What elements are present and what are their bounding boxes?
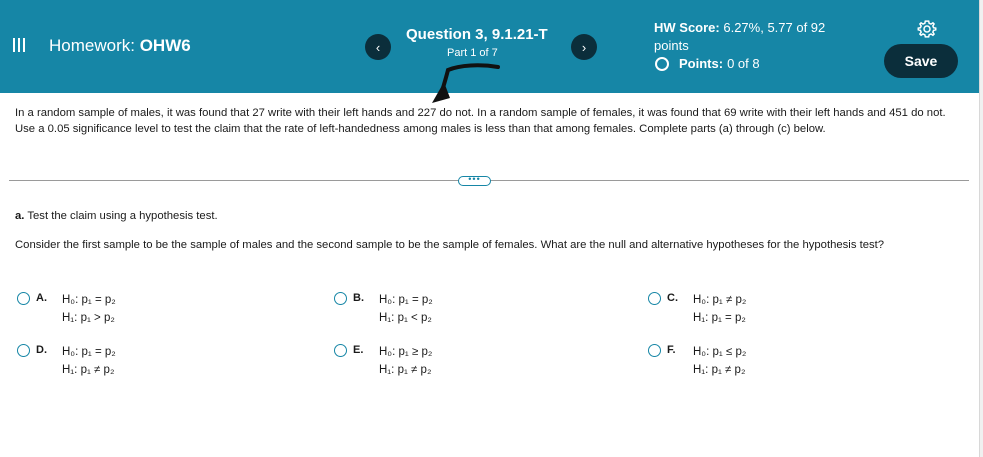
part-label: Part 1 of 7 (447, 47, 498, 59)
homework-title (49, 36, 191, 56)
radio-button[interactable] (648, 292, 661, 305)
alternative-hypothesis: H₁: p₁ < p₂ (379, 312, 432, 324)
option-letter: A. (36, 292, 47, 304)
hw-score-unit: points (654, 38, 689, 53)
points-status-icon (655, 57, 669, 71)
part-a-prefix: a. (15, 210, 25, 222)
null-hypothesis: H₀: p₁ ≥ p₂ (379, 346, 433, 358)
option-letter: E. (353, 344, 364, 356)
more-button[interactable]: ••• (458, 176, 491, 186)
alternative-hypothesis: H₁: p₁ = p₂ (693, 312, 746, 324)
alternative-hypothesis: H₁: p₁ ≠ p₂ (693, 364, 746, 376)
radio-button[interactable] (334, 292, 347, 305)
option-letter: F. (667, 344, 676, 356)
question-title: Question 3, 9.1.21-T (406, 26, 548, 43)
hw-score (654, 19, 874, 55)
question-points (655, 56, 760, 71)
null-hypothesis: H₀: p₁ = p₂ (379, 294, 433, 306)
part-a-text: Test the claim using a hypothesis test. (27, 210, 218, 222)
option-letter: C. (667, 292, 678, 304)
null-hypothesis: H₀: p₁ = p₂ (62, 294, 116, 306)
previous-question-button[interactable] (365, 34, 391, 60)
radio-button[interactable] (334, 344, 347, 357)
points-label: Points: (679, 56, 724, 71)
homework-name: OHW6 (139, 36, 191, 55)
chevron-right-icon: › (581, 39, 587, 55)
pointer-arrow-annotation (430, 58, 505, 113)
null-hypothesis: H₀: p₁ ≤ p₂ (693, 346, 747, 358)
option-b[interactable] (334, 291, 433, 327)
null-hypothesis: H₀: p₁ = p₂ (62, 346, 116, 358)
save-button[interactable]: Save (884, 44, 958, 78)
radio-button[interactable] (17, 292, 30, 305)
option-f[interactable] (648, 343, 746, 379)
option-e[interactable] (334, 343, 432, 379)
hw-score-label: HW Score: (654, 20, 720, 35)
problem-statement: In a random sample of males, it was found that 27 write with their left hands and 227 do not. In a random sample of females, it was found that 69 write with their left hands and 451 do not. Use a 0.05 significance level to test the claim that the rate of left-handedness among males is less than that among females. Complete parts (a) through (c) below. (15, 107, 946, 135)
alternative-hypothesis: H₁: p₁ > p₂ (62, 312, 115, 324)
hamburger-menu-icon[interactable] (13, 38, 26, 52)
points-value: 0 of 8 (727, 56, 760, 71)
part-a-heading (15, 210, 218, 222)
hypothesis-prompt: Consider the first sample to be the sample of males and the second sample to be the sample of females. What are the null and alternative hypotheses for the hypothesis test? (15, 239, 885, 251)
option-letter: B. (353, 292, 364, 304)
option-letter: D. (36, 344, 47, 356)
homework-prefix: Homework: (49, 36, 135, 55)
chevron-left-icon: ‹ (375, 39, 381, 55)
hw-score-value: 6.27%, 5.77 of 92 (723, 20, 826, 35)
option-d[interactable] (17, 343, 116, 379)
alternative-hypothesis: H₁: p₁ ≠ p₂ (379, 364, 432, 376)
null-hypothesis: H₀: p₁ ≠ p₂ (693, 294, 747, 306)
radio-button[interactable] (648, 344, 661, 357)
alternative-hypothesis: H₁: p₁ ≠ p₂ (62, 364, 115, 376)
next-question-button[interactable] (571, 34, 597, 60)
radio-button[interactable] (17, 344, 30, 357)
gear-icon[interactable] (917, 19, 937, 39)
option-c[interactable] (648, 291, 746, 327)
option-a[interactable] (17, 291, 116, 327)
scrollbar-track[interactable] (979, 0, 983, 457)
